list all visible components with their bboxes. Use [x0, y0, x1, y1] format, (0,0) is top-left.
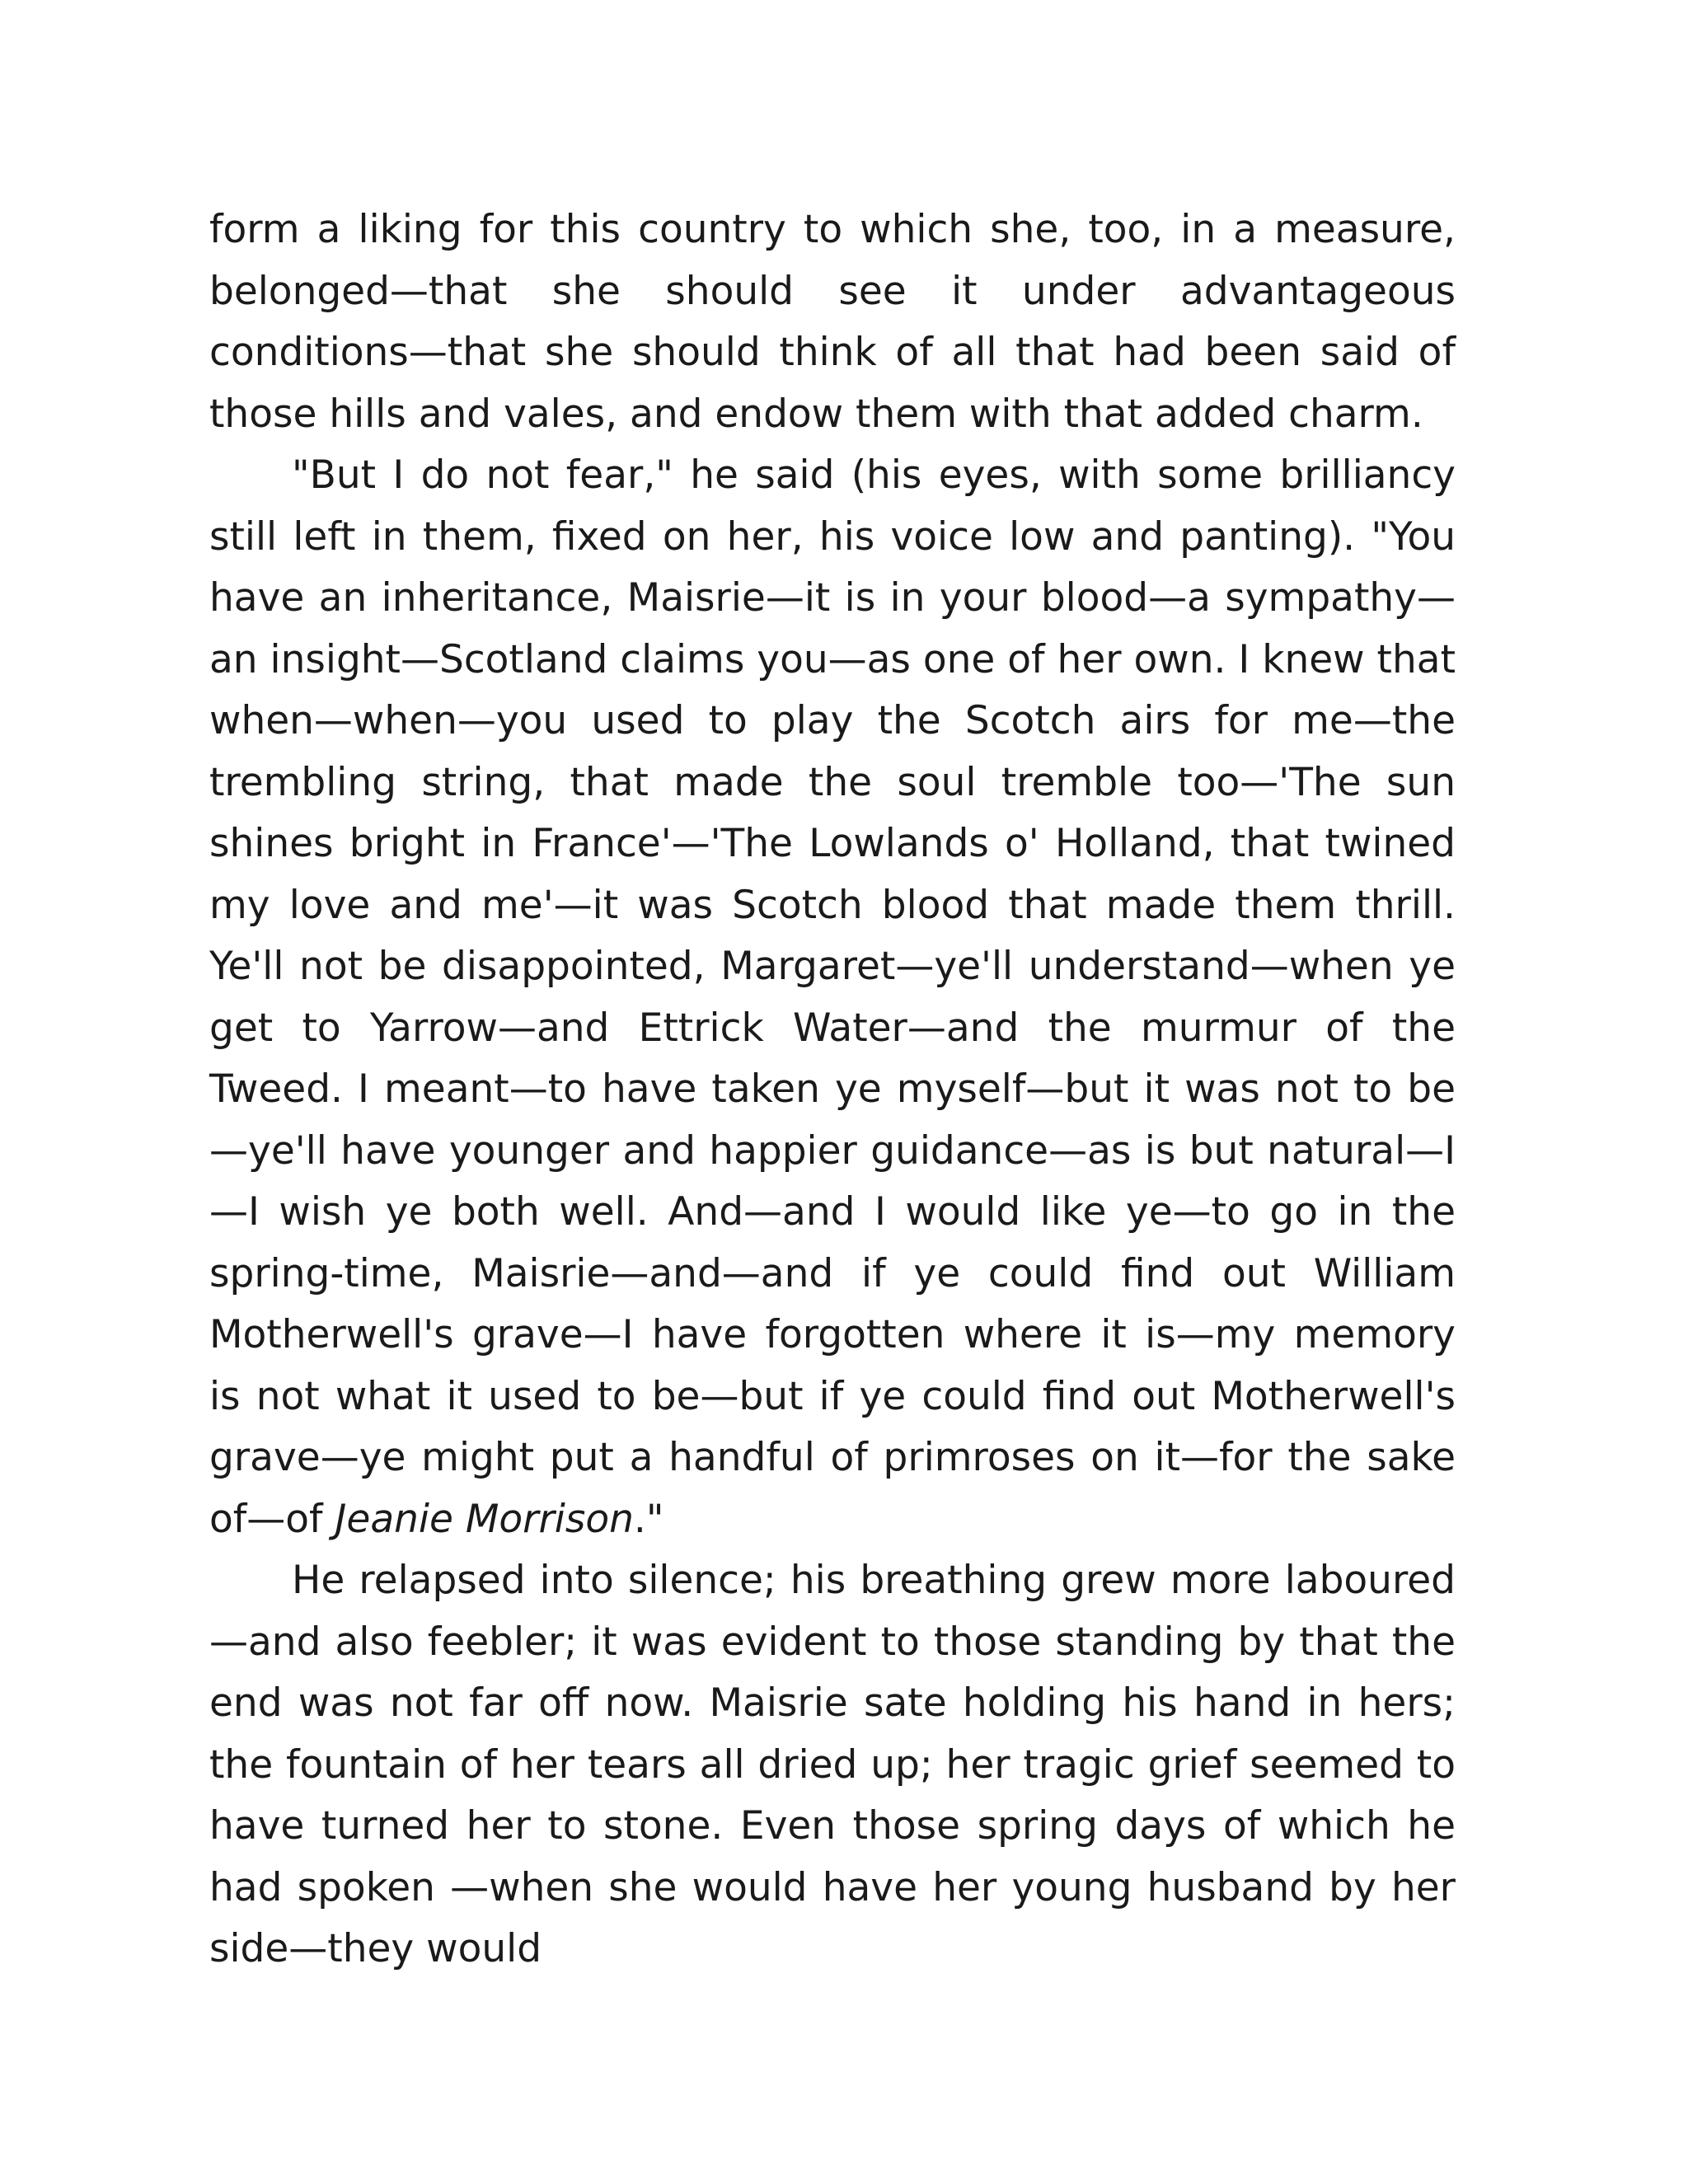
- paragraph-3: [209, 1550, 1456, 1980]
- page-body: [209, 199, 1456, 1980]
- paragraph-2-text: "But I do not fear," he said (his eyes, with some brilliancy still left in them, fixed on her, his voice low and panting). "You have an inheritance, Maisrie—it is in your blood—a sympathy—an insight—Scotland claims you—as one of her own. I knew that when—when—you used to play the Scotch airs for me—the trembling string, that made the soul tremble too—'The sun shines bright in France'—'The Lowlands o' Holland, that twined my love and me'—it was Scotch blood that made them thrill. Ye'll not be disappointed, Margaret—ye'll understand—when ye get to Yarrow—and Ettrick Water—and the murmur of the Tweed. I meant—to have taken ye myself—but it was not to be—ye'll have younger and happier guidance—as is but natural—I—I wish ye both well. And—and I would like ye—to go in the spring-time, Maisrie—and—and if ye could find out William Motherwell's grave—I have forgotten where it is—my memory is not what it used to be—but if ye could find out Motherwell's grave—ye might put a handful of primroses on it—for the sake of—of: [209, 452, 1456, 1542]
- paragraph-1: [209, 199, 1456, 445]
- paragraph-2-italic-title: Jeanie Morrison: [335, 1496, 634, 1542]
- paragraph-2: [209, 445, 1456, 1550]
- paragraph-1-text: form a liking for this country to which she, too, in a measure, belonged—that she should see it under advantageous conditions—that she should think of all that had been said of those hills and vales, and endow them with that added charm.: [209, 207, 1456, 437]
- paragraph-3-text: He relapsed into silence; his breathing grew more laboured—and also feebler; it was evident to those standing by that the end was not far off now. Maisrie sate holding his hand in hers; the fountain of her tears all dried up; her tragic grief seemed to have turned her to stone. Even those spring days of which he had spoken —when she would have her young husband by her side—they would: [209, 1558, 1456, 1971]
- paragraph-2-text-end: .": [633, 1496, 664, 1542]
